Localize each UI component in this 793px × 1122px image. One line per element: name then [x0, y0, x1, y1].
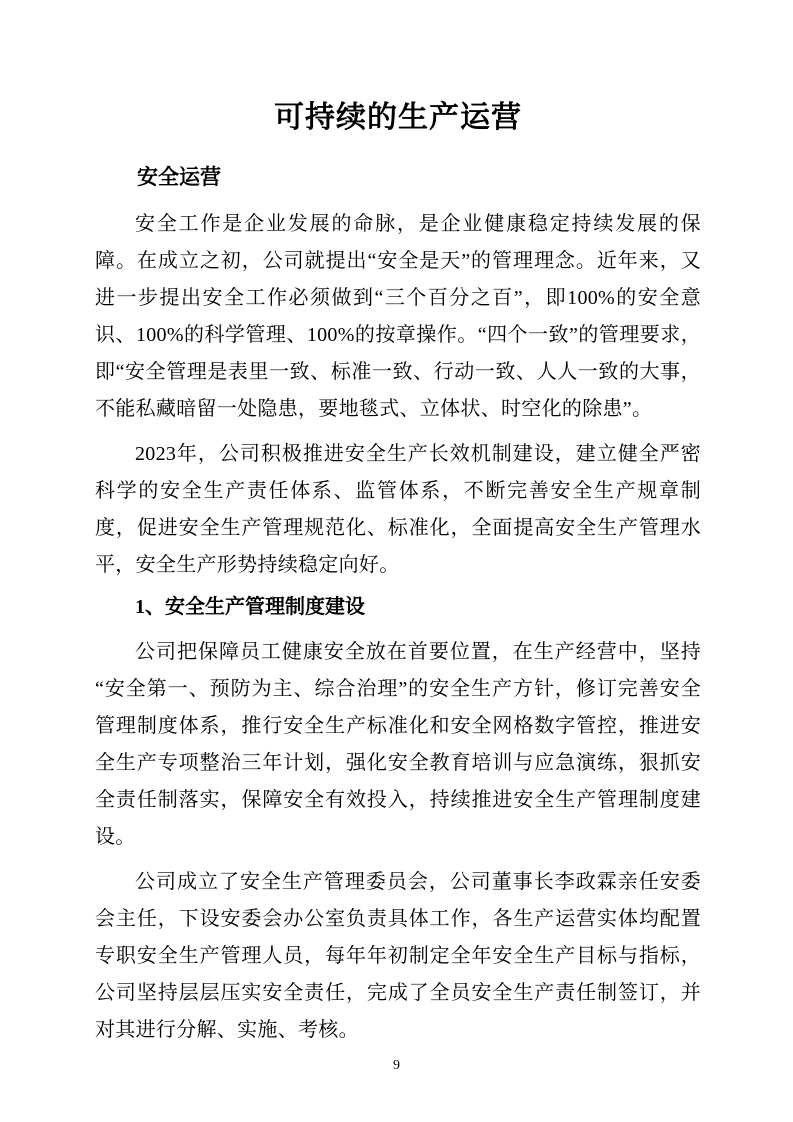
section-heading-safety-operations: 安全运营 [137, 165, 221, 189]
paragraph-2023-mechanism: 2023年，公司积极推进安全生产长效机制建设，建立健全严密科学的安全生产责任体系、监管体系，不断完善安全生产规章制度，促进安全生产管理规范化、标准化，全面提高安全生产管理水平，安全生产形势持续稳定向好。 [95, 443, 701, 576]
subsection-heading-management-system: 1、安全生产管理制度建设 [135, 596, 365, 618]
paragraph-employee-health-safety: 公司把保障员工健康安全放在首要位置，在生产经营中，坚持“安全第一、预防为主、综合治理”的安全生产方针，修订完善安全管理制度体系，推行安全生产标准化和安全网格数字管控，推进安全生产专项整治三年计划，强化安全教育培训与应急演练，狠抓安全责任制落实，保障安全有效投入，持续推进安全生产管理制度建设。 [95, 641, 701, 848]
paragraph-safety-committee: 公司成立了安全生产管理委员会，公司董事长李政霖亲任安委会主任，下设安委会办公室负责具体工作，各生产运营实体均配置专职安全生产管理人员，每年年初制定全年安全生产目标与指标，公司坚持层层压实安全责任，完成了全员安全生产责任制签订，并对其进行分解、实施、考核。 [95, 871, 701, 1041]
page-number: 9 [393, 1058, 400, 1073]
document-title: 可持续的生产运营 [274, 101, 522, 134]
paragraph-safety-lifeline: 安全工作是企业发展的命脉，是企业健康稳定持续发展的保障。在成立之初，公司就提出“安全是天”的管理理念。近年来，又进一步提出安全工作必须做到“三个百分之百”，即100%的安全意识、100%的科学管理、100%的按章操作。“四个一致”的管理要求，即“安全管理是表里一致、标准一致、行动一致、人人一致的大事，不能私藏暗留一处隐患，要地毯式、立体状、时空化的除患”。 [95, 213, 701, 420]
